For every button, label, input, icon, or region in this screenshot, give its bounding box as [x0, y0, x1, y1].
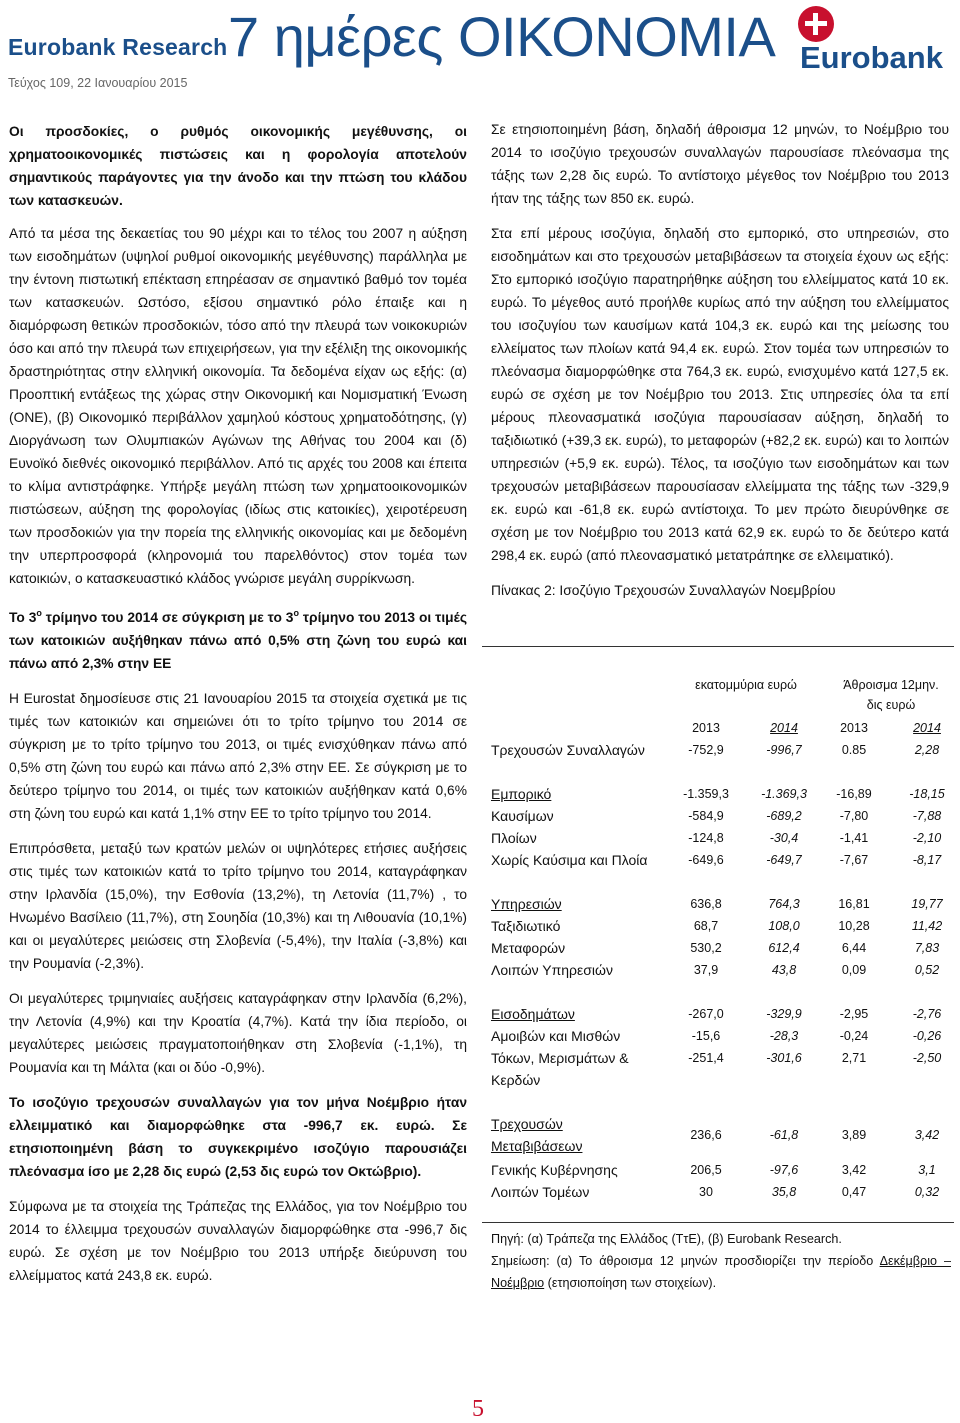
issue-line: Τεύχος 109, 22 Ιανουαρίου 2015 [8, 76, 188, 90]
paragraph-sub-balances: Στα επί μέρους ισοζύγια, δηλαδή στο εμπορικό, στο υπηρεσιών, στο εισοδημάτων και στο τρεχουσών μεταβιβάσεων τα στοιχεία έχουν ως εξής: Στο εμπορικό ισοζύγιο παρατηρήθηκε αύξηση του ελλείμματος κατά 10 εκ. ευρώ. Το μέγεθος αυτό προήλθε κυρίως από την αύξηση του ελλείμματος του ισοζυγίου των καυσίμων κατά 104,3 εκ. ευρώ και της μείωσης του ελλείματος των πλοίων κατά 94,4 εκ. ευρώ. Στον τομέα των υπηρεσιών το πλεόνασμα διαμορφώθηκε στα 764,3 εκ. ευρώ, ενισχυμένο κατά 127,5 εκ. ευρώ σε σχέση με τον Νοέμβριο του 2013. Στις υπηρεσίες όλα τα επί μέρους πλεονασματικά ισοζύγια παρουσίασαν αύξηση, δηλαδή το ταξιδιωτικό (+39,3 εκ. ευρώ), το μεταφορών (+82,2 εκ. ευρώ) και το λοιπών υπηρεσιών (+5,9 εκ. ευρώ). Τέλος, τα ισοζύγιο των εισοδημάτων και των τρεχουσών μεταβιβάσεων παρουσίασαν ελλείμματα της τάξης των -329,9 εκ. ευρώ και -61,8 εκ. ευρώ αντίστοιχα. Το μεν πρώτο διευρύνθηκε σε σχέση με τον Νοέμβριο του 2013 κατά 62,9 εκ. ευρώ το δε δεύτερο κατά 298,4 εκ. ευρώ (από πλεονασματικό μετατράπηκε σε ελλειματικό). [491, 226, 949, 563]
header-billions: δις ευρώ [866, 698, 916, 712]
brand-name: Eurobank Research [8, 34, 228, 60]
brand-logo [8, 34, 227, 61]
masthead-title: 7 ημέρες ΟΙΚΟΝΟΜΙΑ [228, 5, 776, 68]
paragraph-bank-of-greece: Σύμφωνα με τα στοιχεία της Τράπεζας της Ελλάδος, για τον Νοέμβριο του 2014 το έλλειμμα τρεχουσών συναλλαγών διαμορφώθηκε στα -996,7 δις ευρώ. Σε σχέση με τον Νοέμβριο του 2013 υπήρξε διεύρυνση του ελλείμματος κατά 243,8 εκ. ευρώ. [9, 1199, 467, 1283]
section-heading-prices: Το $3^o$ τρίμηνο του 2014 σε σύγκριση με το $3^o$ τρίμηνο του 2013 οι τιμές των κατοικιών αυξήθηκαν πάνω από 0,5% στη ζώνη του ευρώ και πάνω από 2,3% στην ΕΕ [9, 608, 467, 671]
table-title: Πίνακας 2: Ισοζύγιο Τρεχουσών Συναλλαγών Νοεμβρίου [491, 583, 836, 598]
header-12-month-sum: Άθροισμα 12μην. [843, 678, 939, 692]
year-2013-b: 2013 [840, 721, 868, 735]
page-number: 5 [472, 1396, 484, 1422]
year-2014-a: 2014 [770, 721, 798, 735]
table-top-divider [482, 646, 954, 647]
source-divider [482, 1222, 954, 1223]
note-line: Σημείωση: (α) Το άθροισμα 12 μηνών προσδιορίζει την περίοδο Δεκέμβριο – Νοέμβριο (ετησιοποίηση των στοιχείων). [491, 1254, 951, 1290]
paragraph-eurostat: Η Eurostat δημοσίευσε στις 21 Ιανουαρίου 2015 τα στοιχεία σχετικά με τις τιμές των κατοικιών και σημειώνει ότι το τρίτο τρίμηνο του 2014 σε σύγκριση με το τρίτο τρίμηνο του 2013, οι τιμές ενισχύθηκαν πάνω από 0,5% στη ζώνη του ευρώ και πάνω από 2,3% στην ΕΕ. Σε σύγκριση με το δεύτερο τρίμηνο του 2014, οι τιμές των κατοικιών αυξήθηκαν κατά 0,6% στη ζώνη του ευρώ και κατά 1,1% στην ΕΕ το τρίτο τρίμηνο του 2014. [9, 691, 467, 821]
right-column [491, 118, 949, 602]
source-line: Πηγή: (α) Τράπεζα της Ελλάδος (ΤτΕ), (β) Eurobank Research. [491, 1232, 842, 1246]
eurobank-logo-icon [798, 6, 834, 42]
paragraph-quarterly-increases: Οι μεγαλύτερες τριμηνιαίες αυξήσεις καταγράφηκαν στην Ιρλανδία (6,2%), την Λετονία (4,9%) και την Κροατία (4,7%). Κατά την ίδια περίοδο, οι μεγαλύτερες μειώσεις πραγματοποιήθηκαν στη Σλοβενία (-1,1%), τη Ρουμανία και τη Μάλτα (και οι δύο -0,9%). [9, 991, 467, 1075]
eurobank-logo-text: Eurobank [800, 40, 943, 75]
year-2014-b: 2014 [913, 721, 941, 735]
paragraph-construction: Από τα μέσα της δεκαετίας του 90 μέχρι και το τέλος του 2007 η αύξηση των εισοδημάτων (υψηλοί ρυθμοί οικονομικής μεγέθυνσης) παράλληλα με την έντονη πιστωτική επέκταση επηρέασαν σε σημαντικό βαθμό τον τομέα των κατασκευών. Ωστόσο, εξίσου σημαντικό ρόλο έπαιξε και η διαμόρφωση θετικών προσδοκιών, τόσο από την πλευρά των νοικοκυριών όσο και από την πλευρά των επιχειρήσεων, για την εξέλιξη της οικονομικής δραστηριότητας στην ελληνική οικονομία. Τα δεδομένα είχαν ως εξής: (α) Προοπτική εντάξεως της χώρας στην Οικονομική και Νομισματική Ένωση (ΟΝΕ), (β) Οικονομικό περιβάλλον χαμηλού κόστους χρηματοδότησης, (γ) Διοργάνωση των Ολυμπιακών Αγώνων της Αθήνας του 2004 και (δ) Ευνοϊκό διεθνές οικονομικό περιβάλλον. Από τις αρχές του 2008 και έπειτα το κλίμα αντιστράφηκε. Υπήρξε μεγάλη πτώση των χρηματοοικονομικών πιστώσεων, αύξηση της φορολογίας (ιδίως στις κατοικίες), χειροτέρευση των προσδοκιών για την πορεία της ελληνικής οικονομίας και με δεδομένη την υπερπροσφορά (κληρονομιά του παρελθόντος) στον τομέα των κατοικιών, ο κατασκευαστικό κλάδος γνώρισε μεγάλη συρρίκνωση. [9, 226, 467, 586]
header-millions: εκατομμύρια ευρώ [695, 678, 797, 692]
left-column [9, 120, 467, 1287]
intro-heading: Οι προσδοκίες, ο ρυθμός οικονομικής μεγέθυνσης, οι χρηματοοικονομικές πιστώσεις και η φορολογία αποτελούν σημαντικούς παράγοντες για την άνοδο και την πτώση του κλάδου των κατασκευών. [9, 124, 467, 208]
paragraph-annualized: Σε ετησιοποιημένη βάση, δηλαδή άθροισμα 12 μηνών, το Νοέμβριο του 2014 το ισοζύγιο τρεχουσών συναλλαγών παρουσίασε πλεόνασμα της τάξης των 2,28 δις ευρώ. Το αντίστοιχο μέγεθος τον Νοέμβριο του 2013 ήταν της τάξης των 850 εκ. ευρώ. [491, 122, 949, 206]
year-2013-a: 2013 [692, 721, 720, 735]
section-heading-balance: Το ισοζύγιο τρεχουσών συναλλαγών για τον μήνα Νοέμβριο ήταν ελλειμματικό και διαμορφώθηκε στα -996,7 εκ. ευρώ. Σε ετησιοποιημένη βάση το συγκεκριμένο ισοζύγιο παρουσιάζει πλεόνασμα ίσο με 2,28 δις ευρώ (2,53 δις ευρώ τον Οκτώβριο). [9, 1095, 467, 1179]
table-source-note [491, 1228, 951, 1294]
paragraph-annual-increases: Επιπρόσθετα, μεταξύ των κρατών μελών οι υψηλότερες ετήσιες αυξήσεις στις τιμές των κατοικιών κατά το τρίτο τρίμηνο του 2014, καταγράφηκαν στην Ιρλανδία (15,0%), την Εσθονία (13,2%), τη Λετονία (11,7%) , το Ηνωμένο Βασίλειο (11,7%), στη Σουηδία (10,3%) και τη Λιθουανία (10,1%) και οι μεγαλύτερες μειώσεις στη Σλοβενία (-5,4%), την Ιταλία (-3,8%) και την Ρουμανία (-2,3%). [9, 841, 467, 971]
